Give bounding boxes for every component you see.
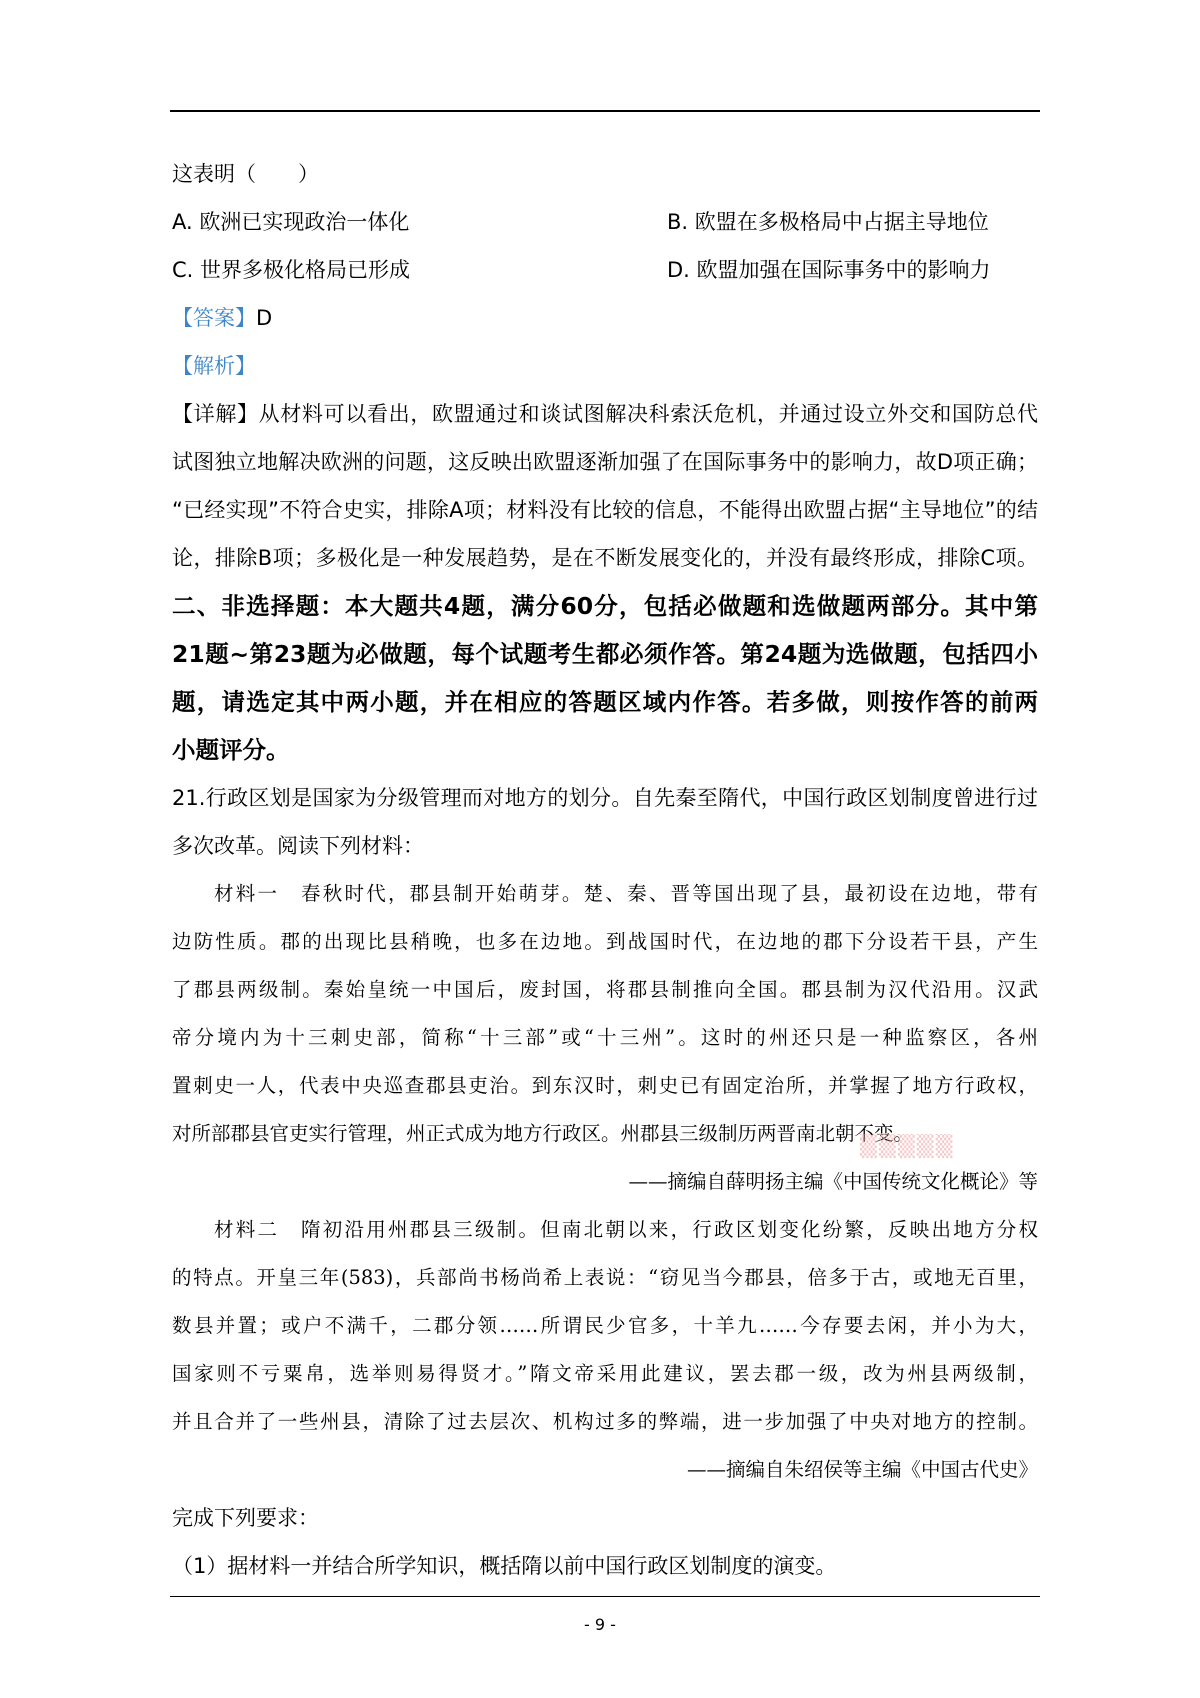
header-rule — [170, 110, 1040, 112]
option-c: C. 世界多极化格局已形成 — [172, 258, 411, 282]
material-2-line: 的特点。开皇三年(583)，兵部尚书杨尚希上表说：“窃见当今郡县，倍多于古，或地无百里， — [172, 1266, 1038, 1289]
material-1-line: 对所部郡县官吏实行管理，州正式成为地方行政区。州郡县三级制历两晋南北朝不变。 — [172, 1122, 914, 1145]
option-a: A. 欧洲已实现政治一体化 — [172, 210, 410, 234]
detail-line: 试图独立地解决欧洲的问题，这反映出欧盟逐渐加强了在国际事务中的影响力，故D项正确； — [172, 450, 1038, 474]
material-1 — [172, 870, 1038, 1158]
section-header-line: 题，请选定其中两小题，并在相应的答题区域内作答。若多做，则按作答的前两 — [172, 688, 1038, 716]
material-1-line: 了郡县两级制。秦始皇统一中国后，废封国，将郡县制推向全国。郡县制为汉代沿用。汉武 — [172, 978, 1038, 1001]
material-2-line: 并且合并了一些州县，清除了过去层次、机构过多的弊端，进一步加强了中央对地方的控制。 — [172, 1410, 1038, 1433]
detail-line: 【详解】从材料可以看出，欧盟通过和谈试图解决科索沃危机，并通过设立外交和国防总代 — [172, 402, 1038, 426]
footer-rule — [170, 1596, 1040, 1597]
material-1-line: 帝分境内为十三刺史部，简称“十三部”或“十三州”。这时的州还只是一种监察区，各州 — [172, 1026, 1038, 1049]
material-2-line: 国家则不亏粟帛，选举则易得贤才。”隋文帝采用此建议，罢去郡一级，改为州县两级制， — [172, 1362, 1038, 1385]
material-1-line: 材料一 春秋时代，郡县制开始萌芽。楚、秦、晋等国出现了县，最初设在边地，带有 — [214, 882, 1038, 905]
options-row-1 — [172, 198, 1038, 246]
answer-value: D — [256, 306, 273, 330]
analysis-label: 【解析】 — [172, 354, 256, 378]
section-header-line: 二、非选择题：本大题共4题，满分60分，包括必做题和选做题两部分。其中第 — [172, 592, 1038, 620]
material-2-line: 材料二 隋初沿用州郡县三级制。但南北朝以来，行政区划变化纷繁，反映出地方分权 — [214, 1218, 1038, 1241]
q21-intro-line: 多次改革。阅读下列材料： — [172, 834, 424, 858]
page-content — [172, 150, 1038, 1590]
section-header-line: 小题评分。 — [172, 736, 290, 764]
option-d: D. 欧盟加强在国际事务中的影响力 — [667, 258, 991, 282]
q21-intro-line: 21.行政区划是国家为分级管理而对地方的划分。自先秦至隋代，中国行政区划制度曾进行过 — [172, 786, 1038, 810]
answer-label: 【答案】 — [172, 306, 256, 330]
page-number: - 9 - — [584, 1615, 616, 1634]
material-2-source: ——摘编自朱绍侯等主编《中国古代史》 — [686, 1458, 1038, 1481]
detail-line: “已经实现”不符合史实，排除A项；材料没有比较的信息，不能得出欧盟占据“主导地位”的结 — [172, 498, 1038, 522]
material-2 — [172, 1206, 1038, 1446]
section-header-line: 21题~第23题为必做题，每个试题考生都必须作答。第24题为选做题，包括四小 — [172, 640, 1038, 668]
detail-line: 论，排除B项；多极化是一种发展趋势，是在不断发展变化的，并没有最终形成，排除C项。 — [172, 546, 1038, 570]
answer-line — [172, 294, 1038, 342]
material-2-line: 数县并置；或户不满千，二郡分领……所谓民少官多，十羊九……今存要去闲，并小为大， — [172, 1314, 1038, 1337]
option-b: B. 欧盟在多极格局中占据主导地位 — [667, 210, 989, 234]
material-1-source: ——摘编自薛明扬主编《中国传统文化概论》等 — [628, 1170, 1038, 1193]
options-row-2 — [172, 246, 1038, 294]
detail-paragraph — [172, 390, 1038, 582]
section-header — [172, 582, 1038, 774]
watermark-stamp: ▒▒▒▒▒ — [860, 1134, 955, 1159]
requirement-intro: 完成下列要求： — [172, 1506, 319, 1530]
requirement-1: （1）据材料一并结合所学知识，概括隋以前中国行政区划制度的演变。 — [172, 1554, 837, 1578]
material-1-line: 置刺史一人，代表中央巡查郡县吏治。到东汉时，刺史已有固定治所，并掌握了地方行政权， — [172, 1074, 1038, 1097]
material-1-line: 边防性质。郡的出现比县稍晚，也多在边地。到战国时代，在边地的郡下分设若干县，产生 — [172, 930, 1038, 953]
question-21-intro — [172, 774, 1038, 870]
question-stem: 这表明（ ） — [172, 162, 319, 186]
